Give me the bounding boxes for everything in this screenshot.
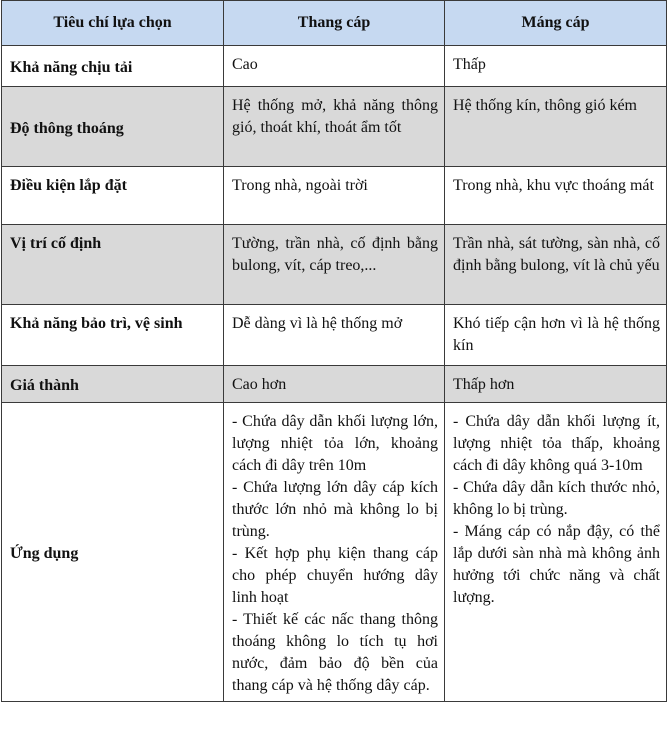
- row-ladder-value: Hệ thống mở, khả năng thông gió, thoát khí, thoát ẩm tốt: [224, 87, 445, 167]
- row-tray-value: Trong nhà, khu vực thoáng mát: [445, 167, 667, 225]
- row-tray-value: Khó tiếp cận hơn vì là hệ thống kín: [445, 305, 667, 366]
- row-ladder-value: Cao: [224, 46, 445, 87]
- header-cable-ladder: Thang cáp: [224, 1, 445, 46]
- row-criterion: Giá thành: [2, 366, 224, 403]
- row-ladder-value: Trong nhà, ngoài trời: [224, 167, 445, 225]
- table-row: [2, 225, 667, 305]
- row-criterion: Khả năng chịu tải: [2, 46, 224, 87]
- row-ladder-value: Cao hơn: [224, 366, 445, 403]
- row-tray-value: Trần nhà, sát tường, sàn nhà, cố định bằng bulong, vít là chủ yếu: [445, 225, 667, 305]
- row-criterion: Khả năng bảo trì, vệ sinh: [2, 305, 224, 366]
- row-tray-value: Thấp: [445, 46, 667, 87]
- application-ladder-item: - Thiết kế các nấc thang thông thoáng không lo tích tụ hơi nước, đảm bảo độ bền của thang cáp và hệ thống dây cáp.: [232, 611, 438, 694]
- table-row: [2, 305, 667, 366]
- application-ladder-item: - Chứa lượng lớn dây cáp kích thước lớn nhỏ mà không lo bị trùng.: [232, 479, 438, 540]
- application-tray-item: - Máng cáp có nắp đậy, có thể lắp dưới sàn nhà mà không ảnh hưởng tới chức năng và chất lượng.: [453, 523, 660, 606]
- application-ladder-item: - Kết hợp phụ kiện thang cáp cho phép chuyển hướng dây linh hoạt: [232, 545, 438, 606]
- table-row: [2, 403, 667, 702]
- application-ladder-item: - Chứa dây dẫn khối lượng lớn, lượng nhiệt tỏa lớn, khoảng cách đi dây trên 10m: [232, 413, 438, 474]
- row-ladder-value: Tường, trần nhà, cố định bằng bulong, vít, cáp treo,...: [224, 225, 445, 305]
- application-tray-item: - Chứa dây dẫn kích thước nhỏ, không lo bị trùng.: [453, 479, 660, 518]
- row-criterion: Độ thông thoáng: [2, 87, 224, 167]
- row-criterion: Vị trí cố định: [2, 225, 224, 305]
- table-row: [2, 366, 667, 403]
- row-ladder-value: Dễ dàng vì là hệ thống mở: [224, 305, 445, 366]
- header-row: [2, 1, 667, 46]
- table-row: [2, 46, 667, 87]
- row-criterion: Ứng dụng: [2, 403, 224, 702]
- application-tray-item: - Chứa dây dẫn khối lượng ít, lượng nhiệt tỏa thấp, khoảng cách đi dây không quá 3-10m: [453, 413, 660, 474]
- application-ladder-cell: [224, 403, 445, 702]
- row-criterion: Điều kiện lắp đặt: [2, 167, 224, 225]
- comparison-table: [1, 0, 667, 702]
- header-cable-tray: Máng cáp: [445, 1, 667, 46]
- application-tray-cell: [445, 403, 667, 702]
- table-row: [2, 87, 667, 167]
- row-tray-value: Hệ thống kín, thông gió kém: [445, 87, 667, 167]
- header-criteria: Tiêu chí lựa chọn: [2, 1, 224, 46]
- table-row: [2, 167, 667, 225]
- row-tray-value: Thấp hơn: [445, 366, 667, 403]
